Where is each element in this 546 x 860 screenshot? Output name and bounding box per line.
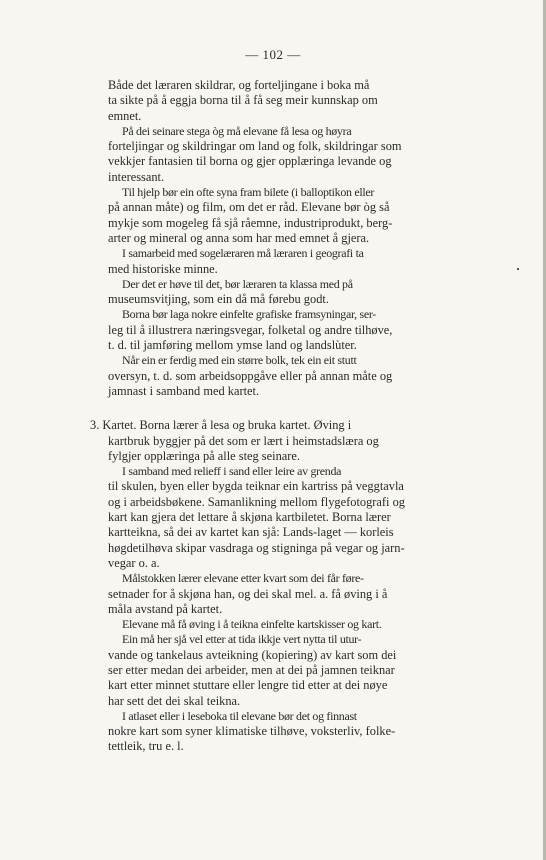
text-line: har sett det dei skal teikna. bbox=[108, 693, 241, 708]
text-line: Til hjelp bør ein ofte syna fram bilete (i balloptikon eller bbox=[122, 185, 375, 200]
text-line: 3. Kartet. Borna lærer å lesa og bruka kartet. Øving i bbox=[90, 418, 352, 433]
text-line: kart kan gjera det lettare å skjøna kartbiletet. Borna lærer bbox=[108, 510, 391, 525]
text-line: Der det er høve til det, bør læraren ta klassa med på bbox=[122, 276, 353, 291]
text-line: arter og mineral og anna som har med emnet å gjera. bbox=[108, 230, 370, 245]
text-line: ta sikte på å eggja borna til å få seg meir kunnskap om bbox=[108, 93, 378, 108]
text-line: tettleik, tru e. l. bbox=[108, 739, 184, 754]
text-line: kart etter minnet stuttare eller lengre tid etter at dei nøye bbox=[108, 678, 388, 693]
text-line: oversyn, t. d. som arbeidsoppgåve eller på annan måte og bbox=[108, 368, 393, 383]
text-line: til skulen, byen eller bygda teiknar ein kartriss på veggtavla bbox=[108, 479, 404, 494]
text-line: forteljingar og skildringar om land og folk, skildringar som bbox=[108, 139, 402, 154]
text-line: Borna bør laga nokre einfelte grafiske framsyningar, ser- bbox=[122, 307, 376, 322]
text-line: fylgjer opplæringa på alle steg seinare. bbox=[108, 448, 300, 463]
text-line: ser etter medan dei arbeider, men at dei på jamnen teiknar bbox=[108, 662, 395, 677]
text-line: på annan måte) og film, om det er råd. Elevane bør òg så bbox=[108, 200, 390, 215]
text-line: mykje som mogeleg få sjå råemne, industriprodukt, berg- bbox=[108, 215, 393, 230]
text-line: med historiske minne. bbox=[108, 261, 218, 276]
text-line: Ein må her sjå vel etter at tida ikkje vert nytta til utur- bbox=[122, 632, 362, 647]
body-text bbox=[90, 78, 498, 755]
text-line: interessant. bbox=[108, 169, 165, 184]
page-number: — 102 — bbox=[245, 47, 301, 62]
text-line: emnet. bbox=[108, 108, 142, 123]
text-line: vande og tankelaus avteikning (kopiering) av kart som dei bbox=[108, 647, 397, 662]
text-line: vekkjer fantasien til borna og gjer opplæringa levande og bbox=[108, 154, 392, 169]
text-line: Målstokken lærer elevane etter kvart som dei får føre- bbox=[122, 571, 364, 586]
text-line: I atlaset eller i leseboka til elevane bør det og finnast bbox=[122, 708, 357, 723]
text-line: t. d. til jamføring mellom ymse land og landslùter. bbox=[108, 338, 357, 353]
text-line bbox=[108, 399, 498, 414]
text-line: vegar o. a. bbox=[108, 555, 160, 570]
text-line: På dei seinare stega òg må elevane få lesa og høyra bbox=[122, 123, 352, 138]
text-line: I samband med relieff i sand eller leire av grenda bbox=[122, 464, 342, 479]
text-line: og i arbeidsbøkene. Samanlikning mellom flygefotografi og bbox=[108, 494, 405, 509]
text-line: Når ein er ferdig med ein større bolk, tek ein eit stutt bbox=[122, 353, 357, 368]
text-line: Både det læraren skildrar, og forteljingane i boka må bbox=[108, 78, 370, 92]
text-line: jamnast i samband med kartet. bbox=[108, 383, 260, 398]
text-line: nokre kart som syner klimatiske tilhøve, voksterliv, folke- bbox=[108, 724, 396, 739]
text-line: Elevane må få øving i å teikna einfelte kartskisser og kart. bbox=[122, 617, 382, 632]
text-line: kartteikna, så dei av kartet kan sjå: Lands-laget — korleis bbox=[108, 525, 394, 540]
text-line: måla avstand på kartet. bbox=[108, 601, 223, 616]
text-line: leg til å illustrera næringsvegar, folketal og andre tilhøve, bbox=[108, 322, 393, 337]
text-line: museumsvitjing, som ein då må førebu godt. bbox=[108, 292, 329, 307]
text-line: setnader for å skjøna han, og dei skal mel. a. få øving i å bbox=[108, 586, 388, 601]
text-line: høgdetilhøva skipar vasdraga og stigninga på vegar og jarn- bbox=[108, 540, 405, 555]
text-line: I samarbeid med sogelæraren må læraren i geografi ta bbox=[122, 246, 364, 261]
margin-mark bbox=[517, 268, 519, 270]
text-line: kartbruk byggjer på det som er lært i heimstadslæra og bbox=[108, 433, 379, 448]
